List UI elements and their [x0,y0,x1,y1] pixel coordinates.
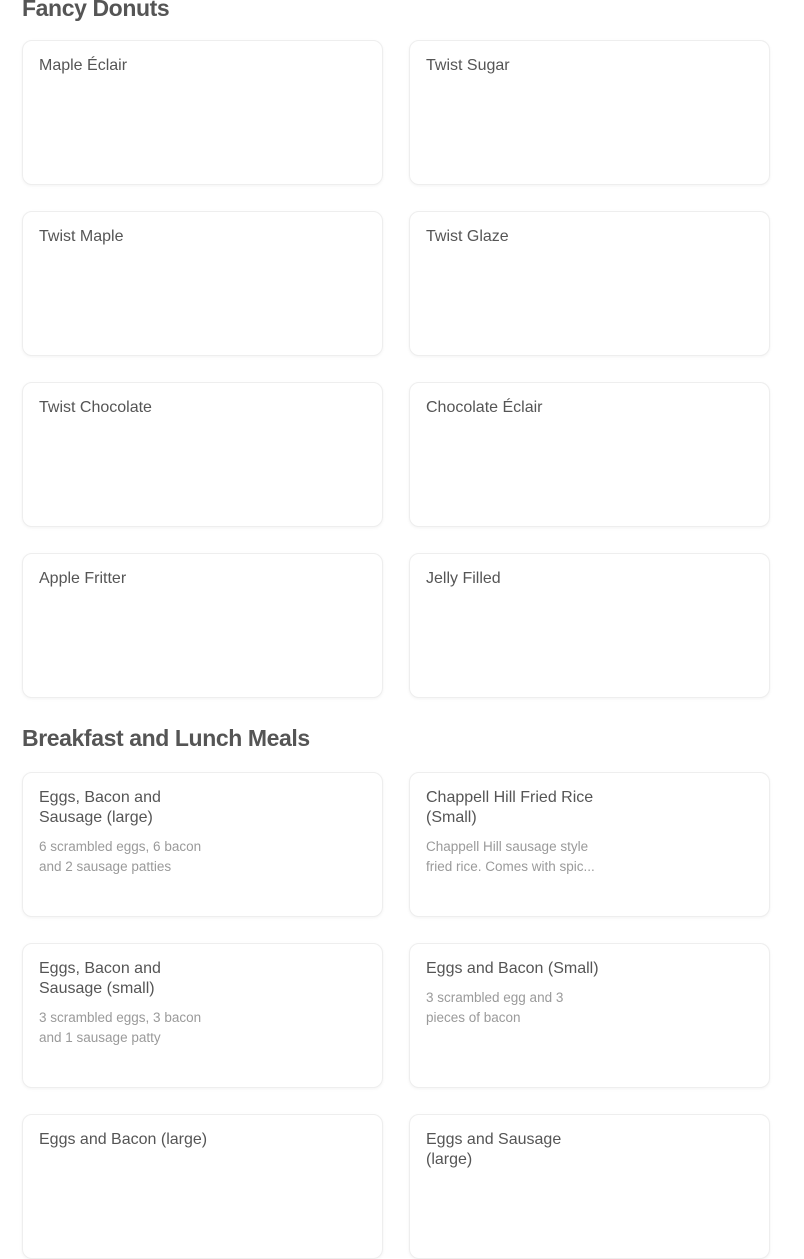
menu-item-card[interactable] [22,1114,383,1259]
menu-item-description: 3 scrambled egg and 3 pieces of bacon [426,990,564,1025]
menu-item-card[interactable] [409,553,770,698]
menu-item-description: 6 scrambled eggs, 6 bacon and 2 sausage patties [39,839,202,874]
menu-item-name: Twist Maple [39,228,124,245]
menu-item-card[interactable] [22,211,383,356]
menu-item-card[interactable] [22,40,383,185]
menu-item-card[interactable] [22,553,383,698]
menu-item-name: Twist Glaze [426,228,509,245]
menu-item-card[interactable] [409,40,770,185]
menu-item-name: Apple Fritter [39,570,127,587]
menu-item-card[interactable] [409,382,770,527]
menu-item-name: Twist Chocolate [39,399,152,416]
menu-item-name: Maple Éclair [39,57,128,74]
menu-item-name: Eggs, Bacon and Sausage (large) [39,789,161,826]
menu-item-name: Eggs and Sausage (large) [426,1131,562,1168]
menu-item-description: 3 scrambled eggs, 3 bacon and 1 sausage patty [39,1010,202,1045]
menu-item-description: Chappell Hill sausage style fried rice. Comes with spic... [426,839,595,874]
menu-item-card[interactable] [22,943,383,1088]
menu-item-card[interactable] [409,772,770,917]
menu-item-name: Twist Sugar [426,57,510,74]
menu-item-name: Jelly Filled [426,570,501,587]
menu-item-name: Eggs, Bacon and Sausage (small) [39,960,161,997]
menu-item-card[interactable] [22,382,383,527]
section-title-breakfast-lunch: Breakfast and Lunch Meals [22,725,310,751]
menu-item-card[interactable] [22,772,383,917]
menu-item-name: Eggs and Bacon (large) [39,1131,208,1148]
menu-item-card[interactable] [409,943,770,1088]
menu-item-card[interactable] [409,211,770,356]
menu-item-name: Eggs and Bacon (Small) [426,960,599,977]
menu-item-card[interactable] [409,1114,770,1259]
menu-item-name: Chocolate Éclair [426,399,543,416]
section-title-fancy-donuts: Fancy Donuts [22,0,170,21]
menu-item-name: Chappell Hill Fried Rice (Small) [426,789,594,826]
